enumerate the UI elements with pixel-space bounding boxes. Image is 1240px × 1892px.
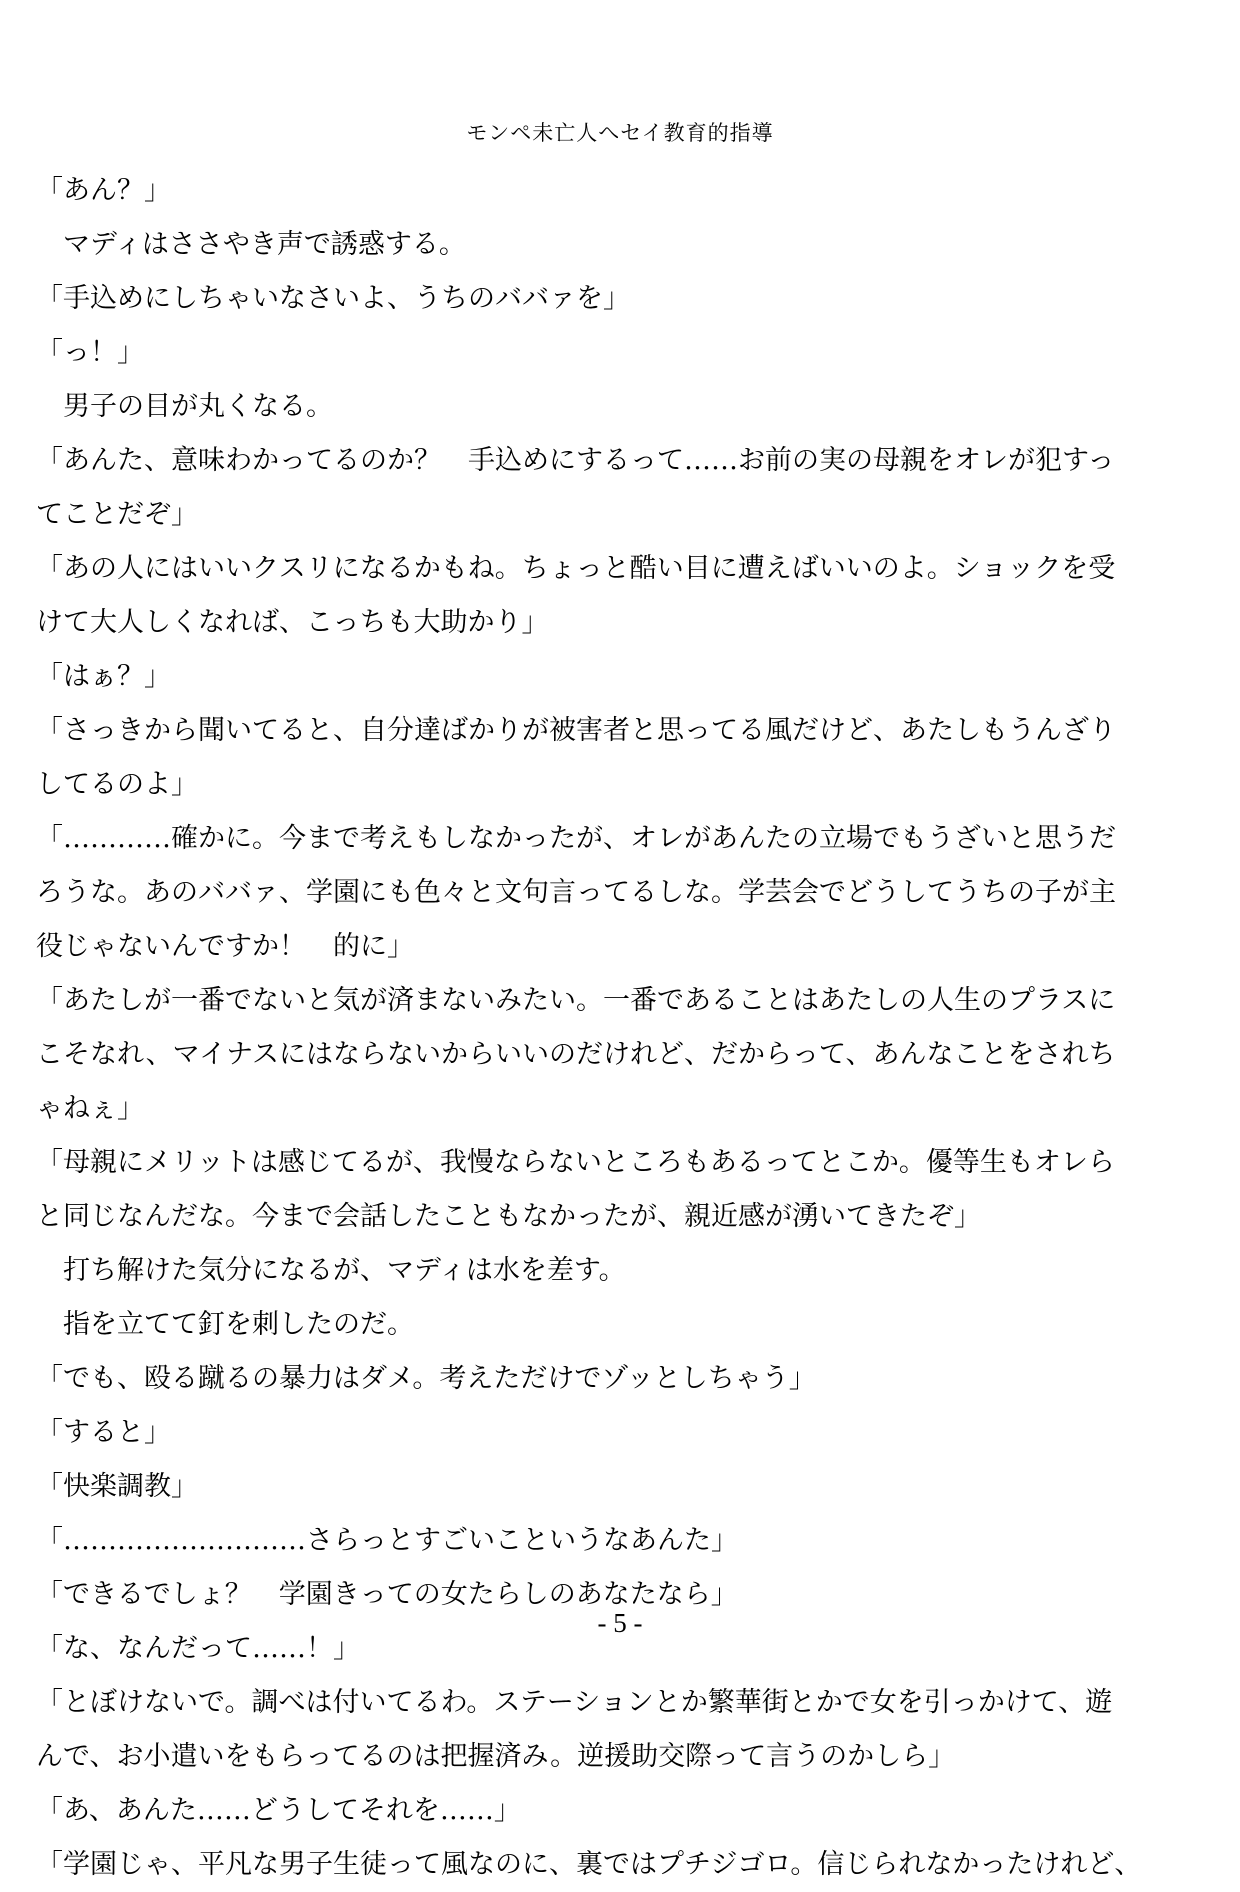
text-line: 「はぁ？」 — [36, 661, 171, 692]
text-line: 「さっきから聞いてると、自分達ばかりが被害者と思ってる風だけど、あたしもうんざり — [36, 715, 1116, 746]
text-line: 「でも、殴る蹴るの暴力はダメ。考えただけでゾッとしちゃう」 — [36, 1363, 816, 1394]
text-line: 「あんた、意味わかってるのか？ 手込めにするって……お前の実の母親をオレが犯すっ — [36, 445, 1115, 476]
text-line: 「あ、あんた……どうしてそれを……」 — [36, 1795, 521, 1826]
text-line: 「手込めにしちゃいなさいよ、うちのババァを」 — [36, 283, 630, 314]
text-line: 打ち解けた気分になるが、マディは水を差す。 — [36, 1255, 626, 1286]
text-line: 「…………確かに。今まで考えもしなかったが、オレがあんたの立場でもうざいと思うだ — [36, 823, 1116, 854]
text-line: と同じなんだな。今まで会話したこともなかったが、親近感が湧いてきたぞ」 — [36, 1201, 981, 1232]
text-line: 「あん？」 — [36, 175, 171, 206]
text-line: 「できるでしょ？ 学園きっての女たらしのあなたなら」 — [36, 1579, 738, 1610]
text-line: 「すると」 — [36, 1417, 171, 1448]
page-number: - 5 - — [597, 1608, 643, 1638]
text-line: マディはささやき声で誘惑する。 — [36, 229, 466, 260]
text-line: 「とぼけないで。調べは付いてるわ。ステーションとか繁華街とかで女を引っかけて、遊 — [36, 1687, 1113, 1718]
text-line: 「快楽調教」 — [36, 1471, 198, 1502]
text-line: 「あの人にはいいクスリになるかもね。ちょっと酷い目に遭えばいいのよ。ショックを受 — [36, 553, 1116, 584]
text-line: してるのよ」 — [36, 769, 198, 800]
text-line: 「っ！」 — [36, 337, 144, 368]
text-line: 「母親にメリットは感じてるが、我慢ならないところもあるってとこか。優等生もオレら — [36, 1147, 1115, 1178]
text-line: ゃねぇ」 — [36, 1093, 144, 1124]
text-line: 指を立てて釘を刺したのだ。 — [36, 1309, 414, 1340]
text-line: 「あたしが一番でないと気が済まないみたい。一番であることはあたしの人生のプラスに — [36, 985, 1116, 1016]
text-line: 「学園じゃ、平凡な男子生徒って風なのに、裏ではプチジゴロ。信じられなかったけれど、 — [36, 1849, 1142, 1880]
text-line: こそなれ、マイナスにはならないからいいのだけれど、だからって、あんなことをされち — [36, 1039, 1116, 1070]
text-line: んで、お小遣いをもらってるのは把握済み。逆援助交際って言うのかしら」 — [36, 1741, 956, 1772]
text-line: てことだぞ」 — [36, 499, 198, 530]
running-header-title: モンペ未亡人へセイ教育的指導 — [466, 121, 774, 145]
text-line: けて大人しくなれば、こっちも大助かり」 — [36, 607, 549, 638]
text-line: 「な、なんだって……！」 — [36, 1633, 360, 1664]
text-line: 「………………………さらっとすごいこというなあんた」 — [36, 1525, 738, 1556]
text-line: 役じゃないんですか！ 的に」 — [36, 931, 414, 962]
text-line: 男子の目が丸くなる。 — [36, 391, 333, 422]
text-line: ろうな。あのババァ、学園にも色々と文句言ってるしな。学芸会でどうしてうちの子が主 — [36, 877, 1116, 908]
